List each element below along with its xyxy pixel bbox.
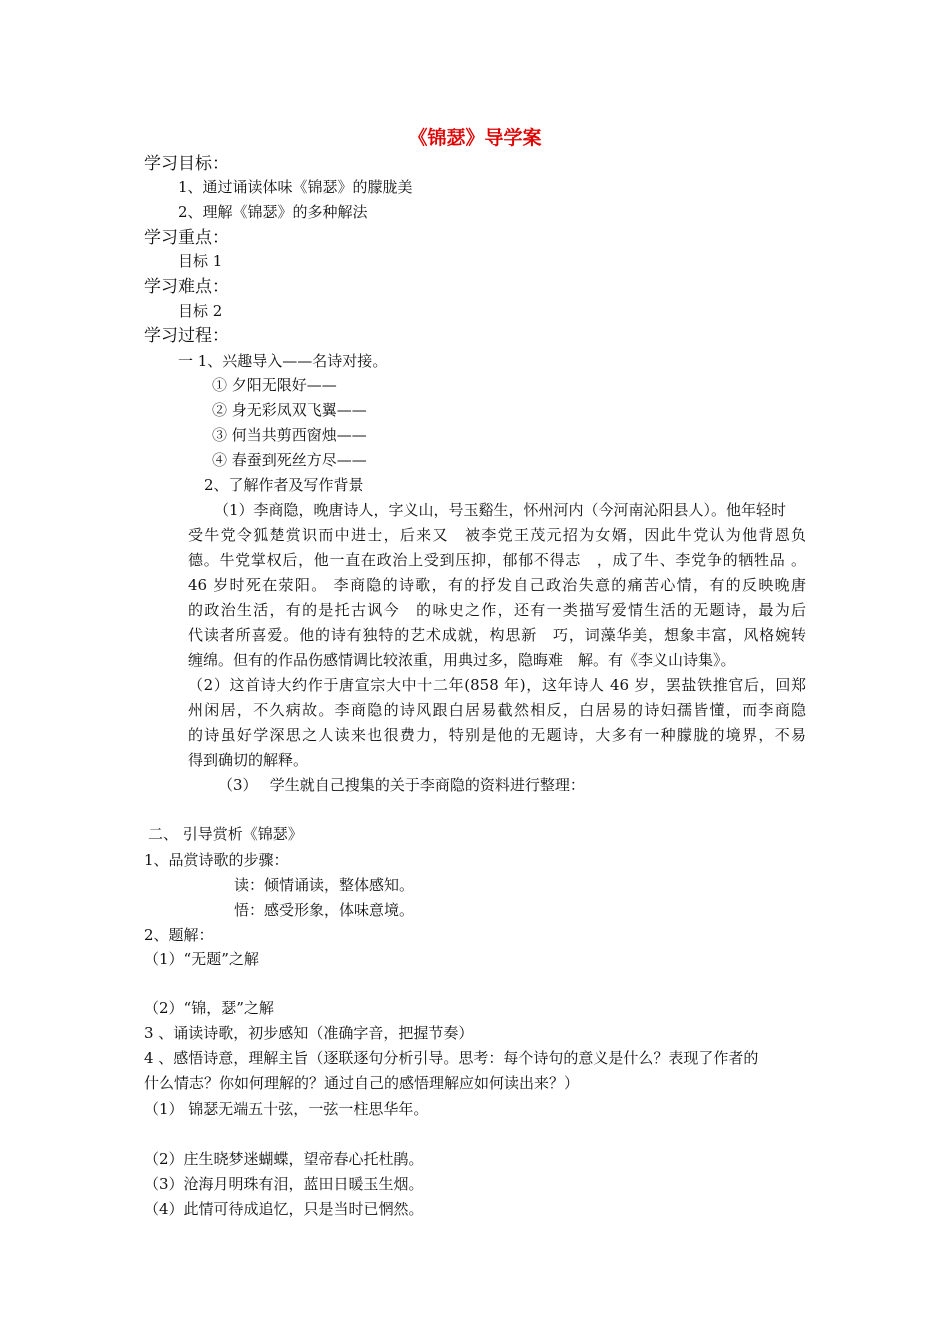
background-line: 得到确切的解释。 bbox=[188, 751, 309, 769]
page-title: 《锦瑟》导学案 bbox=[408, 127, 542, 149]
author-bio-line: 代读者所喜爱。他的诗有独特的艺术成就，构思新 巧，词藻华美，想象丰富，风格婉转 bbox=[188, 626, 806, 644]
appreciation-steps-heading: 1、品赏诗歌的步骤： bbox=[144, 851, 289, 869]
author-bio-line: 缠绵。但有的作品伤感情调比较浓重，用典过多，隐晦难 解。有《李义山诗集》。 bbox=[188, 651, 736, 669]
poem-couplet: （3）沧海月明珠有泪，蓝田日暖玉生烟。 bbox=[144, 1175, 424, 1193]
step-item: 读：倾情诵读，整体感知。 bbox=[234, 876, 415, 894]
background-line: （2）这首诗大约作于唐宣宗大中十二年(858 年)，这年诗人 46 岁，罢盐铁推官后，回郑 bbox=[188, 676, 806, 694]
comprehension-instruction: 4 、感悟诗意，理解主旨（逐联逐句分析引导。思考：每个诗句的意义是什么？表现了作者的 bbox=[144, 1049, 759, 1067]
objective-item: 2、理解《锦瑟》的多种解法 bbox=[178, 203, 368, 221]
author-bio-line: （1）李商隐，晚唐诗人，字义山，号玉谿生，怀州河内（今河南沁阳县人）。他年轻时 bbox=[214, 501, 787, 519]
poem-prompt: ① 夕阳无限好—— bbox=[212, 376, 337, 394]
author-bio-line: 德。牛党掌权后，他一直在政治上受到压抑，郁郁不得志 ，成了牛、李党争的牺牲品 。 bbox=[188, 551, 806, 569]
poem-prompt: ④ 春蚕到死丝方尽—— bbox=[212, 451, 367, 469]
section-two-heading: 二、 引导赏析《锦瑟》 bbox=[148, 825, 303, 843]
poem-couplet: （4）此情可待成追忆，只是当时已惘然。 bbox=[144, 1200, 424, 1218]
objective-item: 1、通过诵读体味《锦瑟》的朦胧美 bbox=[178, 178, 413, 196]
author-background-subheading: 2、了解作者及写作背景 bbox=[204, 476, 364, 494]
background-line: 州闲居，不久病故。李商隐的诗风跟白居易截然相反，白居易的诗妇孺皆懂，而李商隐 bbox=[188, 701, 806, 719]
poem-couplet: （1） 锦瑟无端五十弦，一弦一柱思华年。 bbox=[144, 1100, 429, 1118]
objectives-heading: 学习目标： bbox=[144, 154, 229, 174]
title-explanation-heading: 2、题解： bbox=[144, 926, 214, 944]
reading-instruction: 3 、诵读诗歌，初步感知（准确字音，把握节奏） bbox=[144, 1024, 474, 1042]
poem-prompt: ③ 何当共剪西窗烛—— bbox=[212, 426, 367, 444]
intro-line: 一 1、兴趣导入——名诗对接。 bbox=[178, 352, 388, 370]
title-explanation-item: （2）“锦，瑟”之解 bbox=[144, 999, 274, 1017]
key-points-item: 目标 1 bbox=[178, 252, 223, 270]
title-explanation-item: （1）“无题”之解 bbox=[144, 950, 259, 968]
poem-prompt: ② 身无彩凤双飞翼—— bbox=[212, 401, 367, 419]
author-bio-line: 的政治生活，有的是托古讽今 的咏史之作，还有一类描写爱情生活的无题诗，最为后 bbox=[188, 601, 806, 619]
process-heading: 学习过程： bbox=[144, 326, 229, 346]
difficulty-item: 目标 2 bbox=[178, 302, 223, 320]
author-bio-line: 受牛党令狐楚赏识而中进士，后来又 被李党王茂元招为女婿，因此牛党认为他背恩负 bbox=[188, 526, 806, 544]
comprehension-instruction: 什么情志？你如何理解的？通过自己的感悟理解应如何读出来？） bbox=[144, 1074, 580, 1092]
student-task-line: （3） 学生就自己搜集的关于李商隐的资料进行整理： bbox=[218, 776, 585, 794]
poem-couplet: （2）庄生晓梦迷蝴蝶，望帝春心托杜鹃。 bbox=[144, 1150, 424, 1168]
background-line: 的诗虽好学深思之人读来也很费力，特别是他的无题诗，大多有一种朦胧的境界，不易 bbox=[188, 726, 806, 744]
key-points-heading: 学习重点： bbox=[144, 228, 229, 248]
step-item: 悟：感受形象，体味意境。 bbox=[234, 901, 415, 919]
difficulty-heading: 学习难点： bbox=[144, 277, 229, 297]
author-bio-line: 46 岁时死在荥阳。 李商隐的诗歌，有的抒发自己政治失意的痛苦心情，有的反映晚唐 bbox=[188, 576, 806, 594]
